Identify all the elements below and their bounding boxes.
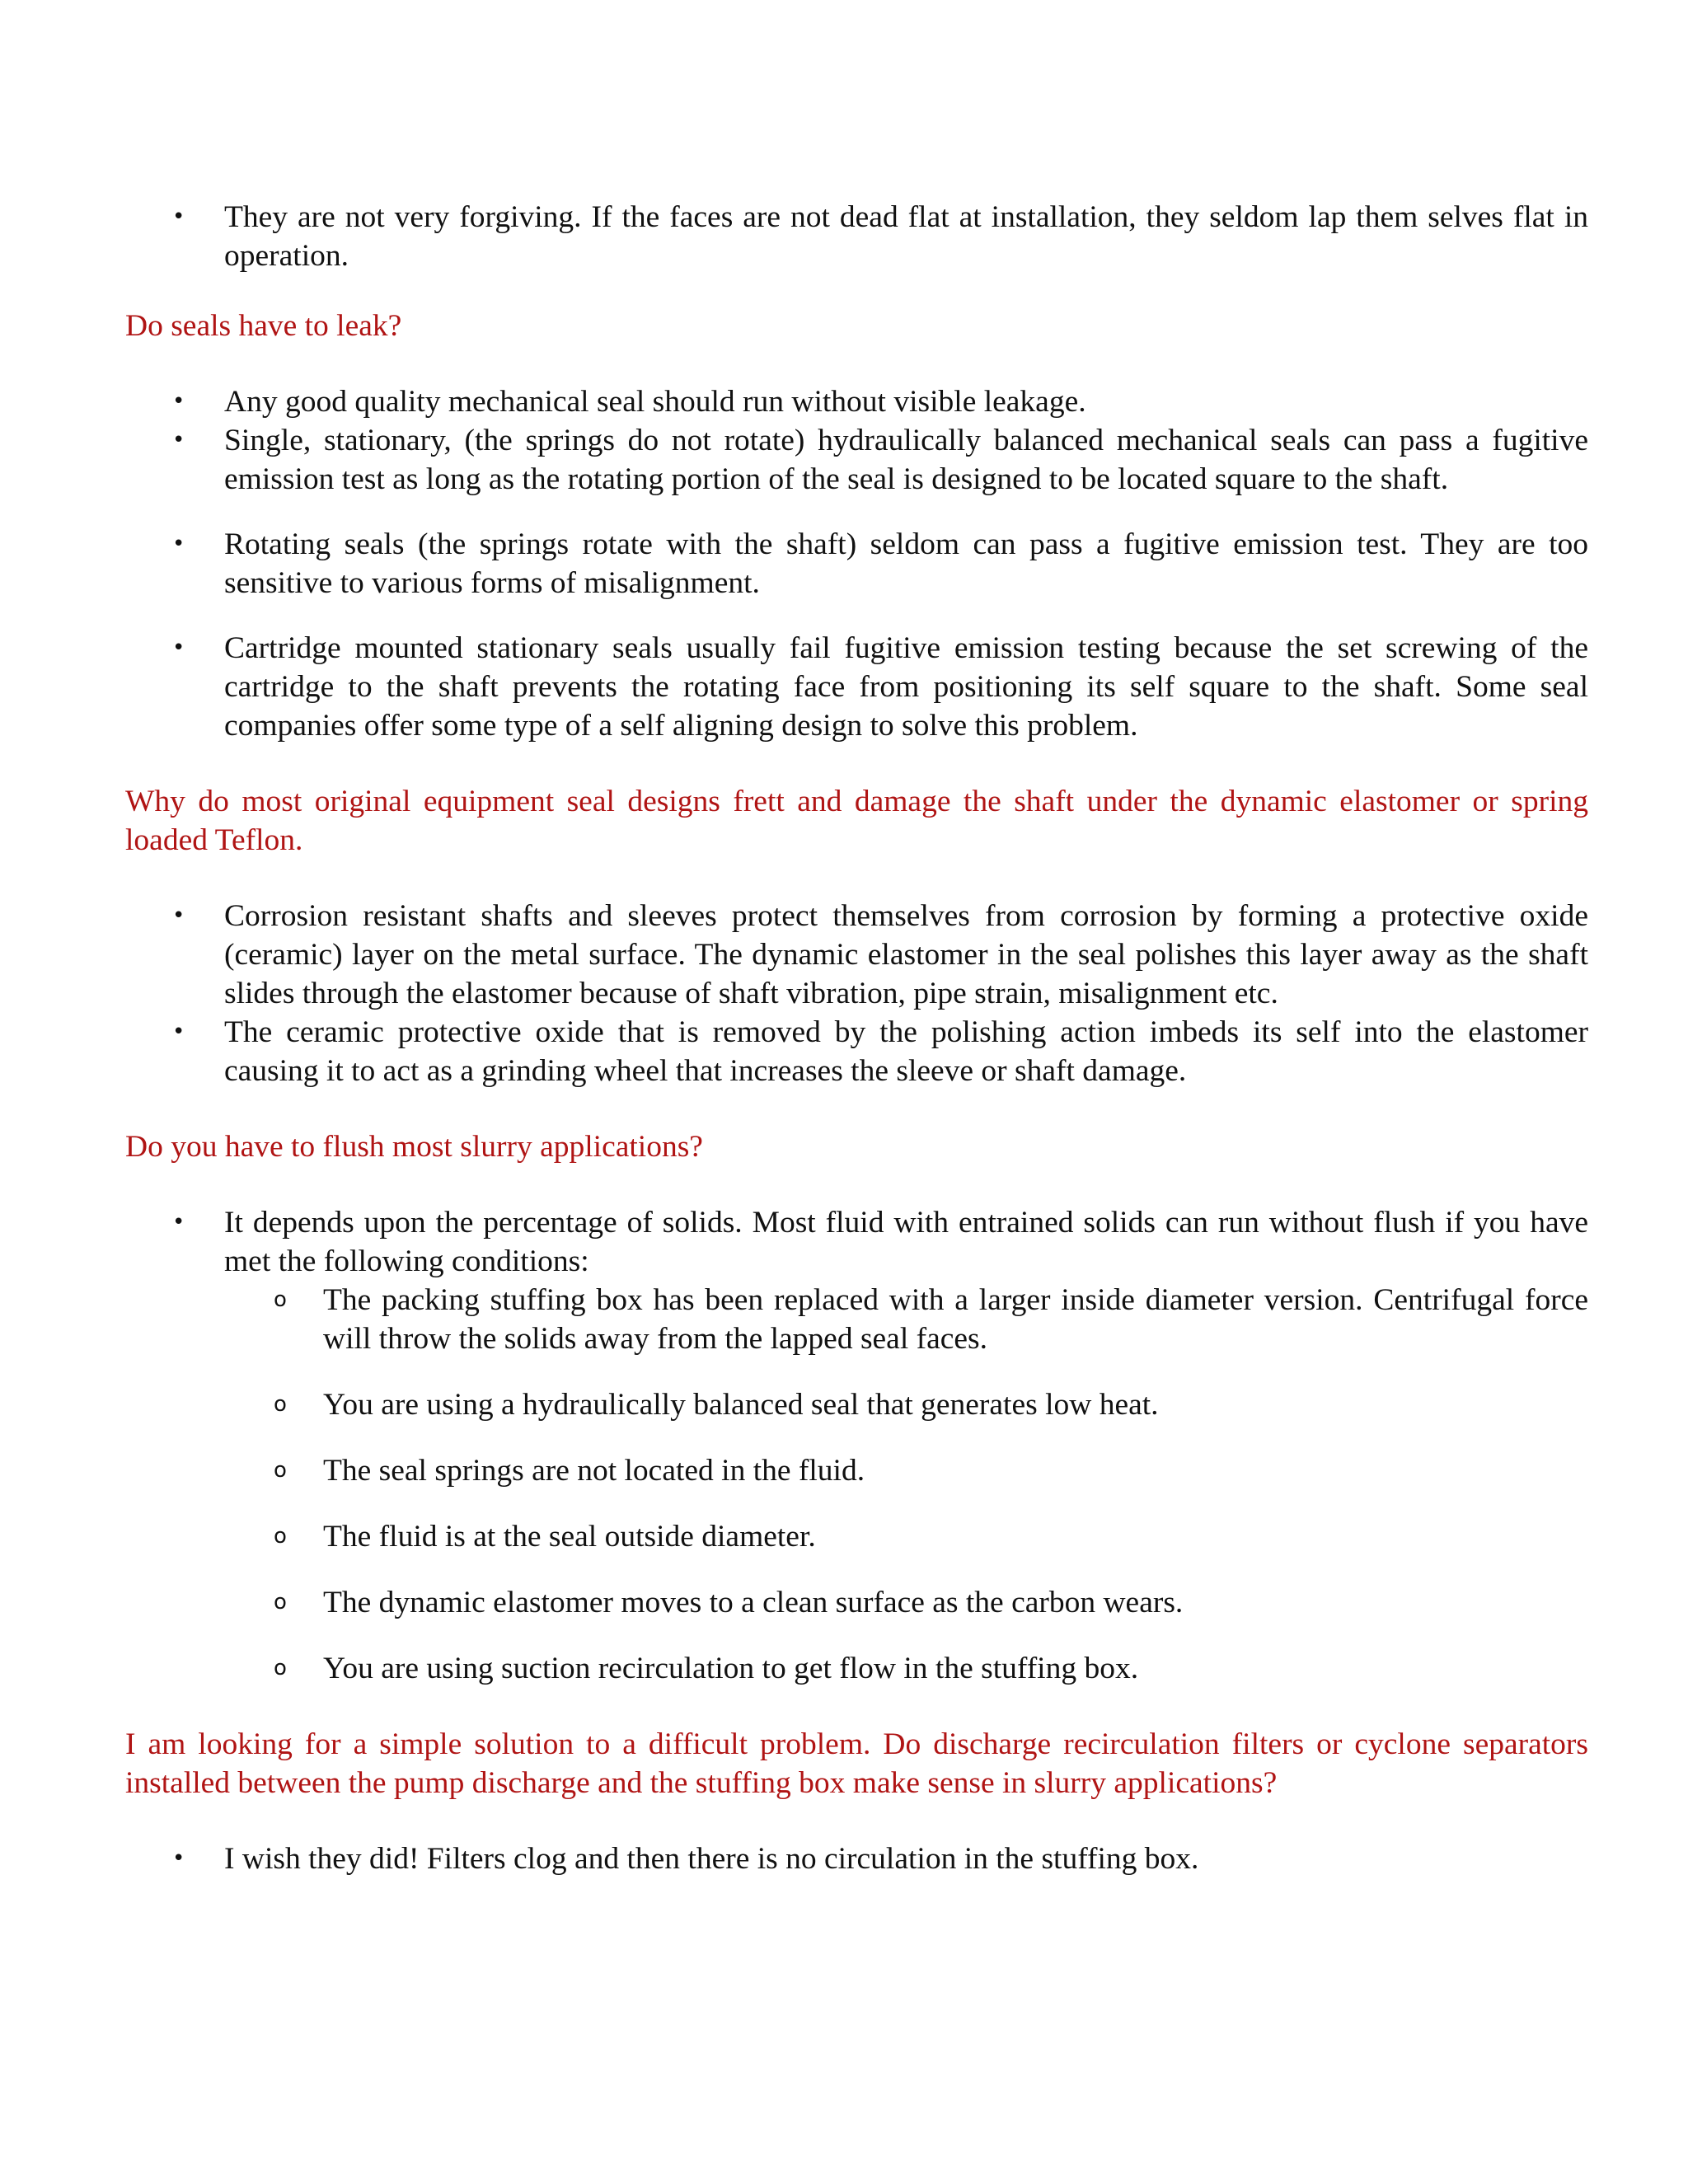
section-frett-bullets [125,897,1588,1090]
document-page [125,198,1588,1878]
sub-bullet-marker: o [274,1524,287,1549]
sub-list-item [125,1517,1588,1556]
bullet-text: They are not very forgiving. If the faces are not dead flat at installation, they seldom lap them selves flat in operation. [224,200,1588,273]
sub-list-item [125,1385,1588,1424]
bullet-marker: • [172,532,185,556]
section-heading-leak: Do seals have to leak? [125,309,402,343]
section-flush-conditions [125,1281,1588,1688]
sub-bullet-marker: o [274,1656,287,1680]
bullet-marker: • [172,1846,185,1871]
bullet-marker: • [172,389,185,414]
sub-bullet-marker: o [274,1458,287,1483]
sub-bullet-text: The fluid is at the seal outside diameter. [323,1520,816,1554]
bullet-text: Corrosion resistant shafts and sleeves protect themselves from corrosion by forming a protective oxide (ceramic) layer on the metal surface. The dynamic elastomer in the seal polishes this layer away as the shaft slides through the elastomer because of shaft vibration, pipe strain, misalignment etc. [224,899,1588,1010]
sub-bullet-marker: o [274,1392,287,1417]
bullet-marker: • [172,635,185,660]
section-heading-flush: Do you have to flush most slurry applications? [125,1130,703,1164]
bullet-marker: • [172,428,185,452]
sub-bullet-text: The seal springs are not located in the fluid. [323,1454,865,1488]
intro-bullet-list [125,198,1588,275]
section-heading-frett: Why do most original equipment seal designs frett and damage the shaft under the dynamic elastomer or spring loaded Teflon. [125,785,1588,857]
bullet-marker: • [172,1019,185,1044]
sub-list-item [125,1649,1588,1688]
list-item [125,897,1588,1013]
bullet-text: I wish they did! Filters clog and then there is no circulation in the stuffing box. [224,1842,1199,1876]
bullet-text: Any good quality mechanical seal should run without visible leakage. [224,385,1086,419]
bullet-text: Cartridge mounted stationary seals usually fail fugitive emission testing because the set screwing of the cartridge to the shaft prevents the rotating face from positioning its self square to the shaft. Some seal companies offer some type of a self aligning design to solve this problem. [224,631,1588,743]
sub-list-item [125,1583,1588,1622]
section-heading-filters: I am looking for a simple solution to a difficult problem. Do discharge recirculation filters or cyclone separators installed between the pump discharge and the stuffing box make sense in slurry applications? [125,1727,1588,1800]
section-flush-bullets [125,1203,1588,1281]
list-item [125,629,1588,745]
sub-bullet-text: You are using suction recirculation to get flow in the stuffing box. [323,1652,1139,1685]
sub-bullet-text: The packing stuffing box has been replaced with a larger inside diameter version. Centrifugal force will throw the solids away from the lapped seal faces. [323,1283,1588,1356]
sub-bullet-marker: o [274,1590,287,1615]
bullet-marker: • [172,204,185,229]
sub-bullet-text: The dynamic elastomer moves to a clean surface as the carbon wears. [323,1586,1184,1619]
list-item [125,382,1588,421]
sub-list-item [125,1451,1588,1490]
list-item [125,1203,1588,1281]
bullet-text: Rotating seals (the springs rotate with the shaft) seldom can pass a fugitive emission test. They are too sensitive to various forms of misalignment. [224,527,1588,600]
bullet-text: It depends upon the percentage of solids. Most fluid with entrained solids can run without flush if you have met the following conditions: [224,1206,1588,1278]
section-leak-bullets [125,382,1588,745]
list-item [125,198,1588,275]
bullet-marker: • [172,1210,185,1235]
sub-list-item [125,1281,1588,1358]
sub-bullet-marker: o [274,1287,287,1312]
bullet-text: Single, stationary, (the springs do not rotate) hydraulically balanced mechanical seals can pass a fugitive emission test as long as the rotating portion of the seal is designed to be located square to the shaft. [224,424,1588,496]
bullet-text: The ceramic protective oxide that is removed by the polishing action imbeds its self into the elastomer causing it to act as a grinding wheel that increases the sleeve or shaft damage. [224,1015,1588,1088]
sub-bullet-text: You are using a hydraulically balanced seal that generates low heat. [323,1388,1159,1422]
list-item [125,1013,1588,1090]
bullet-marker: • [172,903,185,928]
section-filters-bullets [125,1840,1588,1878]
list-item [125,525,1588,602]
list-item [125,1840,1588,1878]
list-item [125,421,1588,499]
